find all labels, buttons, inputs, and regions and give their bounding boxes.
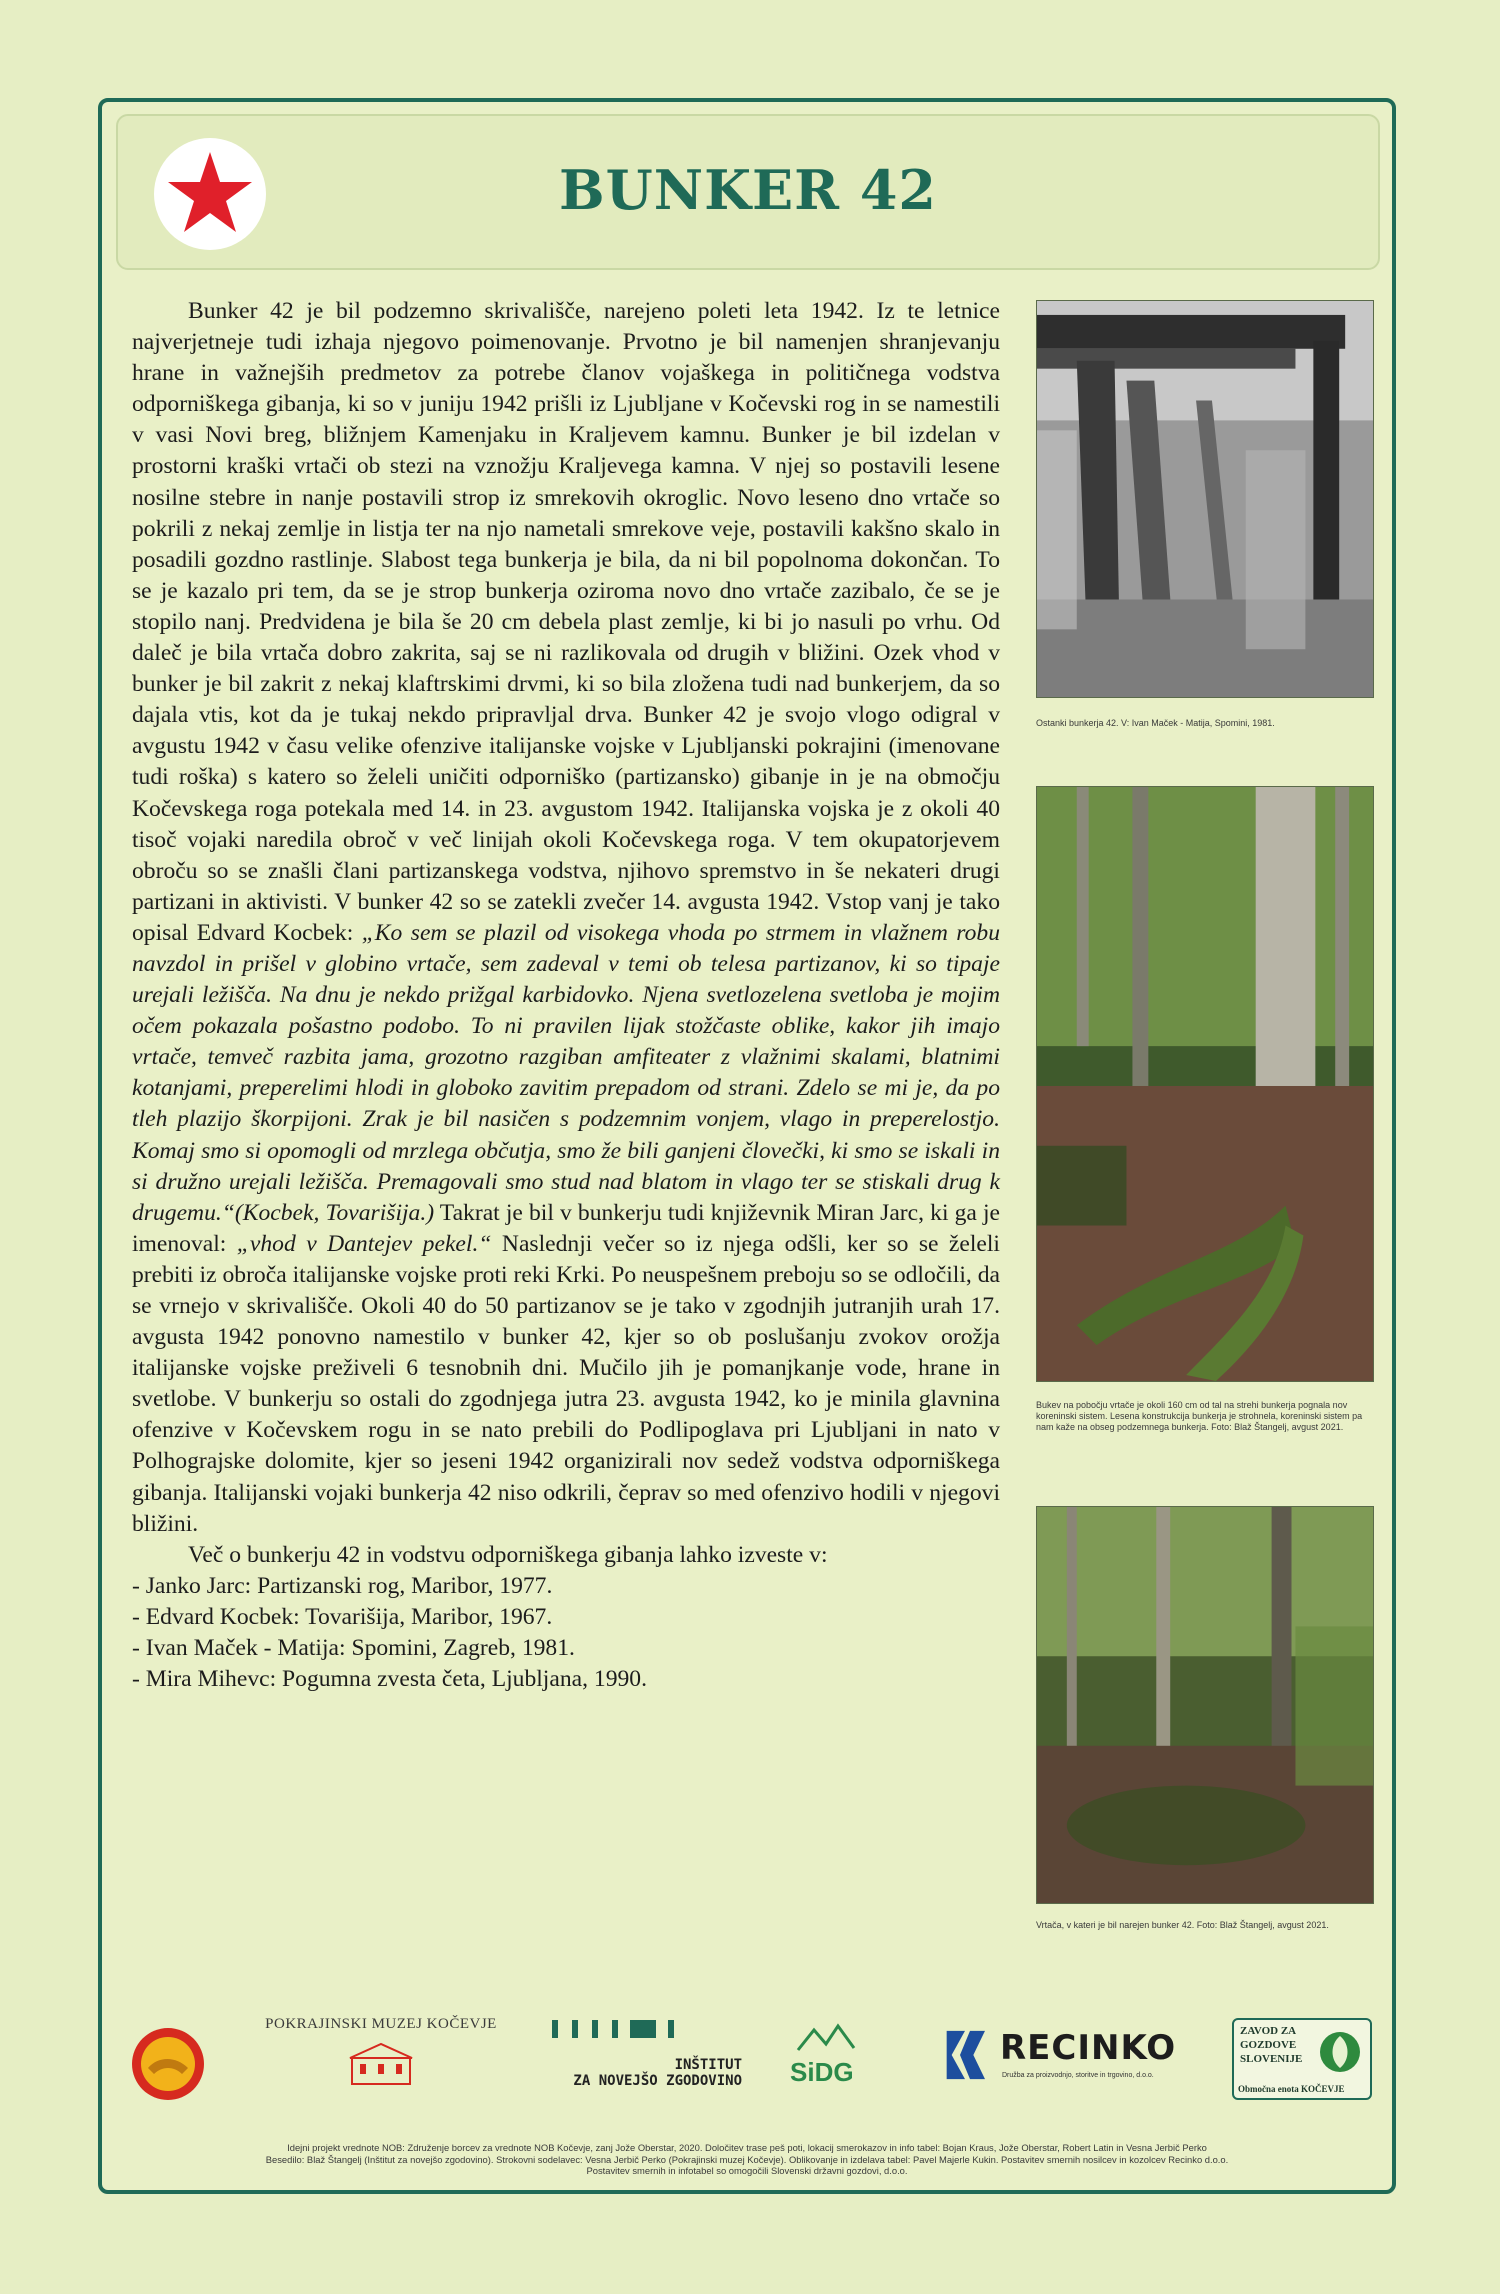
reading-item: - Janko Jarc: Partizanski rog, Maribor, 1977. xyxy=(132,1572,553,1599)
institute-bars-icon xyxy=(552,2018,682,2042)
sidg-logo xyxy=(790,2022,900,2112)
zgs-line-2: GOZDOVE xyxy=(1240,2039,1297,2051)
recinko-emblem-icon xyxy=(940,2024,990,2086)
museum-building-icon xyxy=(346,2042,416,2086)
sponsor-logos xyxy=(102,2012,1392,2132)
forest-service-logo xyxy=(1232,2018,1372,2100)
institute-logo xyxy=(552,2018,752,2108)
beech-roots-photo xyxy=(1036,786,1374,1382)
photo-caption-2: Bukev na pobočju vrtače je okoli 160 cm od tal na strehi bunkerja pognala nov koreninski sistem. Lesena konstrukcija bunkerja je strohnela, koreninski sistem pa nam kaže na obseg podzemnega bunkerja. Foto: Blaž Štangelj, avgust 2021. xyxy=(1036,1400,1363,1432)
header-panel xyxy=(116,114,1380,270)
body-paragraph-2: Naslednji večer so iz njega odšli, ker so se želeli prebiti iz obroča italijanske vojske proti reki Krki. Po neuspešnem preboju so se odločili, da se vrnejo v skrivališče. Okoli 40 do 50 partizanov se je tako v zgodnjih jutranjih urah 17. avgusta 1942 ponovno namestilo v bunker 42, kjer so ob poslušanju zvokov orožja italijanske vojske preživeli 6 tesnobnih dni. Mučilo jih je pomanjkanje vode, hrane in svetlobe. V bunkerju so ostali do zgodnjega jutra 23. avgusta 1942, ko je minila glavnina ofenzive v Kočevskem rogu in se nato prebili do Podlipoglava pri Ljubljani in nato v Polhograjske dolomite, kjer so jeseni 1942 organizirali nov sedež vodstva odporniškega gibanja. Italijanski vojaki bunkerja 42 niso odkrili, čeprav so med ofenzivo hodili v njegovi bližini. xyxy=(132,1230,1000,1537)
museum-logo xyxy=(256,2016,506,2096)
reading-list xyxy=(132,1571,1000,1695)
zgs-line-3: SLOVENIJE xyxy=(1240,2053,1303,2065)
reading-intro: Več o bunkerju 42 in vodstvu odporniškega gibanja lahko izveste v: xyxy=(188,1541,828,1568)
credits xyxy=(132,2142,1362,2177)
page-title: BUNKER 42 xyxy=(558,158,937,222)
reading-item: - Mira Mihevc: Pogumna zvesta četa, Ljubljana, 1990. xyxy=(132,1666,647,1693)
bunker-remains-photo xyxy=(1036,300,1374,698)
credits-line: Postavitev smernih in infotabel so omogočili Slovenski državni gozdovi, d.o.o. xyxy=(586,2165,908,2176)
credits-line: Idejni projekt vrednote NOB: Združenje borcev za vrednote NOB Kočevje, zanj Jože Oberstar, 2020. Določitev trase peš poti, lokacij smerokazov in info tabel: Bojan Kraus, Jože Oberstar, Robert Latin in Vesna Jerbič Perko xyxy=(287,2142,1207,2153)
photo-caption-1: Ostanki bunkerja 42. V: Ivan Maček - Matija, Spomini, 1981. xyxy=(1036,718,1275,728)
institute-line-2: ZA NOVEJŠO ZGODOVINO xyxy=(573,2073,742,2089)
institute-line-1: INŠTITUT xyxy=(674,2057,742,2073)
reading-item: - Ivan Maček - Matija: Spomini, Zagreb, 1981. xyxy=(132,1635,575,1662)
main-text xyxy=(132,296,1000,1695)
recinko-subtitle: Družba za proizvodnjo, storitve in trgovino, d.o.o. xyxy=(1002,2072,1154,2079)
zgs-line-1: ZAVOD ZA xyxy=(1240,2025,1297,2037)
photo-caption-3 xyxy=(1036,1920,1374,1931)
reading-item: - Edvard Kocbek: Tovarišija, Maribor, 1967. xyxy=(132,1603,553,1630)
sinkhole-photo xyxy=(1036,1506,1374,1904)
recinko-logo xyxy=(940,2024,1190,2104)
body-text xyxy=(132,296,1000,1540)
credits-line: Besedilo: Blaž Štangelj (Inštitut za novejšo zgodovino). Strokovni sodelavec: Vesna Jerbič Perko (Pokrajinski muzej Kočevje). Oblikovanje in izdelava tabel: Pavel Majerle Kukin. Postavitev smernih nosilcev in kozolcev Recinko d.o.o. xyxy=(265,2153,1229,2165)
caption-3-text: Vrtača, v kateri je bil narejen bunker 42. Foto: Blaž Štangelj, avgust 2021. xyxy=(1036,1920,1329,1930)
kocbek-quote: „Ko sem se plazil od visokega vhoda po strmem in vlažnem robu navzdol in prišel v globino vrtače, sem zadeval v temi ob telesa partizanov, ki so tipaje urejali ležišča. Na dnu je nekdo prižgal karbidovko. Njena svetlozelena svetloba je mojim očem pokazala pošastno podobo. To ni pravilen lijak stožčaste oblike, kakor jih imajo vrtače, temveč razbita jama, grozotno razgiban amfiteater z vlažnimi skalami, blatnimi kotanjami, preperelimi hlodi in globoko zavitim prepadom od strani. Zdelo se mi je, da po tleh plazijo škorpijoni. Zrak je bil nasičen s podzemnim vonjem, vlago in preperelostjo. Komaj smo si opomogli od mrzlega občutja, smo že bili ganjeni človečki, ki smo se iskali in si družno urejali ležišča. Premagovali smo stud nad blatom in vlago ter se stiskali drug k drugemu.“(Kocbek, Tovarišija.) xyxy=(132,919,1000,1226)
sidg-mountains-icon xyxy=(794,2022,874,2052)
info-board xyxy=(98,98,1396,2194)
after-quote: Takrat je bil v bunkerju tudi književnik Miran Jarc, ki ga je imenoval: xyxy=(132,1199,1001,1257)
body-paragraph: Bunker 42 je bil podzemno skrivališče, narejeno poleti leta 1942. Iz te letnice najverjetneje tudi izhaja njegovo poimenovanje. Prvotno je bil namenjen shranjevanju hrane in važnejših predmetov za potrebe članov vojaškega in političnega vodstva odporniškega gibanja, ki so v juniju 1942 prišli iz Ljubljane v Kočevski rog in se namestili v vasi Novi breg, bližnjem Kamenjaku in Kraljevem kamnu. Bunker je bil izdelan v prostorni kraški vrtači ob stezi na vznožju Kraljevega kamna. V njej so postavili lesene nosilne stebre in nanje postavili strop iz smrekovih okroglic. Novo leseno dno vrtače so pokrili z nekaj zemlje in listja ter na njo nametali smrekove veje, postavili kakšno skalo in posadili gozdno rastlinje. Slabost tega bunkerja je bila, da ni bil popolnoma dokončan. To se je kazalo pri tem, da se je strop bunkerja oziroma novo dno vrtače zazibalo, če se je stopilo nanj. Predvidena je bila še 20 cm debela plast zemlje, ki bi jo nasuli po vrhu. Od daleč je bila vrtača dobro zakrita, saj se ni razlikovala od drugih v bližini. Ozek vhod v bunker je bil zakrit z nekaj klaftrskimi drvmi, ki so bila zložena tudi nad bunkerjem, da so dajala vtis, kot da je tukaj nekdo pripravljal drva. Bunker 42 je svojo vlogo odigral v avgustu 1942 v času velike ofenzive italijanske vojske v Ljubljanski pokrajini (imenovane tudi roška) s katero so želeli uničiti odporniško (partizansko) gibanje in je na območju Kočevskega roga potekala med 14. in 23. avgustom 1942. Italijanska vojska je z okoli 40 tisoč vojaki naredila obroč v več linijah okoli Kočevskega roga. V tem okupatorjevem obroču so se znašli člani partizanskega vodstva, njihovo spremstvo in še nekateri drugi partizani in aktivisti. V bunker 42 so se zatekli zvečer 14. avgusta 1942. Vstop vanj je tako opisal Edvard Kocbek: xyxy=(132,298,1000,946)
sidg-name: SiDG xyxy=(790,2057,854,2087)
forest-leaf-icon xyxy=(1318,2030,1362,2074)
further-reading xyxy=(132,1540,1000,1695)
museum-name: POKRAJINSKI MUZEJ KOČEVJE xyxy=(265,2016,497,2032)
zgs-line-4: Območna enota KOČEVJE xyxy=(1238,2084,1345,2094)
jarc-quote: „vhod v Dantejev pekel.“ xyxy=(236,1230,492,1257)
recinko-name: RECINKO xyxy=(1000,2028,1177,2068)
veterans-association-logo xyxy=(130,2026,206,2102)
